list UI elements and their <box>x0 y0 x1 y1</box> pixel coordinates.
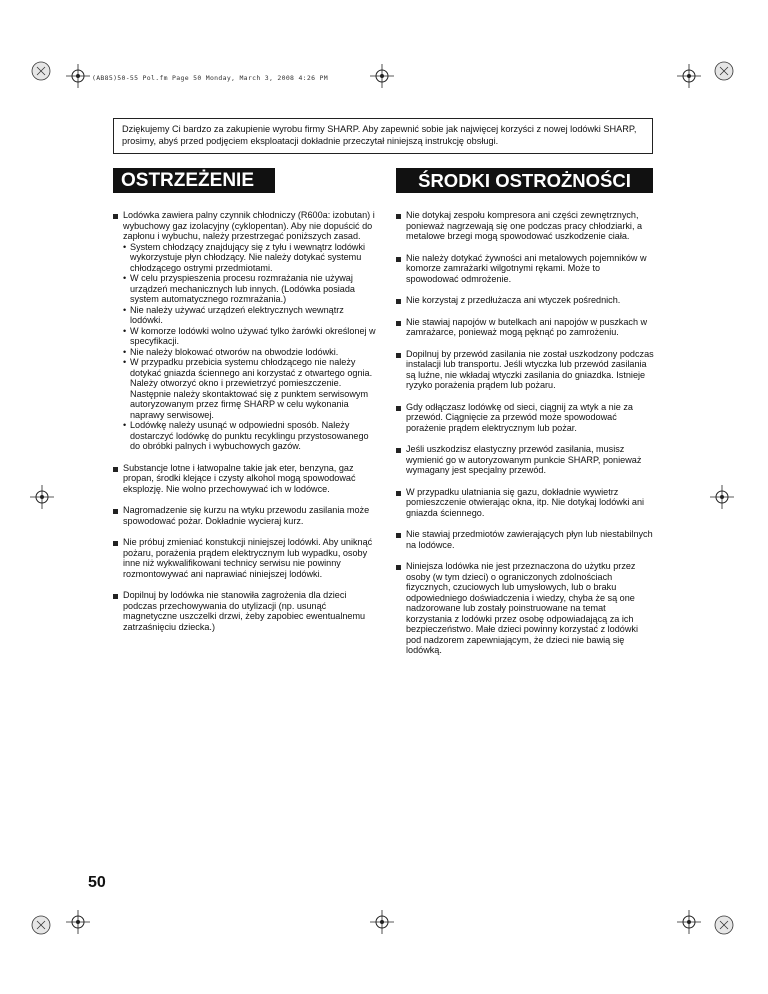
crosshair-bottom-right-icon <box>677 910 701 934</box>
square-bullet-icon <box>396 353 401 358</box>
registration-mark-bottom-left-icon <box>28 912 54 938</box>
intro-box: Dziękujemy Ci bardzo za zakupienie wyrobu firmy SHARP. Aby zapewnić sobie jak najwięcej korzyści z nowej lodówki SHARP, prosimy, abyś przed podjęciem eksploatacji dokładnie przeczytał niniejszą instrukcję obsługi. <box>113 118 653 154</box>
precaution-item: Nie dotykaj zespołu kompresora ani części zewnętrznych, ponieważ nagrzewają się one podczas pracy chłodziarki, a metalowe brzegi mogą spowodować uszkodzenie ciała. <box>396 210 654 242</box>
precautions-list <box>396 210 654 667</box>
precaution-item: Dopilnuj by przewód zasilania nie został uszkodzony podczas instalacji lub transportu. Jeśli wtyczka lub przewód zasilania są luźne, nie wkładaj wtyczki zasilania do gniazdka. Istnieje ryzyko porażenia prądem lub pożaru. <box>396 349 654 391</box>
precaution-item: Jeśli uszkodzisz elastyczny przewód zasilania, musisz wymienić go w autoryzowanym punkcie SHARP, ponieważ wymagany jest specjalny przewód. <box>396 444 654 476</box>
crosshair-top-center-icon <box>370 64 394 88</box>
warning-heading: OSTRZEŻENIE <box>113 168 275 193</box>
warning-item: Nagromadzenie się kurzu na wtyku przewodu zasilania może spowodować pożar. Dokładnie wycieraj kurz. <box>113 505 378 526</box>
precaution-item: Niniejsza lodówka nie jest przeznaczona do użytku przez osoby (w tym dzieci) o ograniczonych zdolnościach fizycznych, czuciowych lub umysłowych, lub o braku odpowiedniego doświadczenia i wiedzy, chyba że są one nadzorowane lub zostały poinstruowane na temat korzystania z lodówki przez osobę odpowiadającą za ich bezpieczeństwo. Małe dzieci powinny korzystać z lodówki pod nadzorem zapewniającym, że dzieci nie bawią się lodówką. <box>396 561 654 656</box>
warning-item: Substancje lotne i łatwopalne takie jak eter, benzyna, gaz propan, środki klejące i czysty alkohol mogą spowodować eksplozję. Nie wolno przechowywać ich w lodówce. <box>113 463 378 495</box>
page-number: 50 <box>88 874 106 891</box>
square-bullet-icon <box>113 594 118 599</box>
crosshair-bottom-left-icon <box>66 910 90 934</box>
square-bullet-icon <box>396 491 401 496</box>
square-bullet-icon <box>396 406 401 411</box>
precaution-item: Nie korzystaj z przedłużacza ani wtyczek pośrednich. <box>396 295 654 306</box>
sub-item: • Nie należy blokować otworów na obwodzie lodówki. <box>123 347 378 358</box>
sub-item: • W celu przyspieszenia procesu rozmrażania nie używaj urządzeń mechanicznych lub innych. (Lodówka posiada system automatycznego rozmrażania.) <box>123 273 378 305</box>
warning-sublist <box>123 242 378 452</box>
precaution-item: W przypadku ulatniania się gazu, dokładnie wywietrz pomieszczenie otwierając okna, itp. Nie dotykaj lodówki ani gniazda ściennego. <box>396 487 654 519</box>
square-bullet-icon <box>396 299 401 304</box>
warning-list <box>113 210 378 643</box>
square-bullet-icon <box>113 467 118 472</box>
precaution-item: Nie należy dotykać żywności ani metalowych pojemników w komorze zamrażarki wilgotnymi rękami. Może to spowodować odmrożenie. <box>396 253 654 285</box>
warning-item: Nie próbuj zmieniać konstukcji niniejszej lodówki. Aby uniknąć pożaru, porażenia prądem elektrycznym lub wypadku, osoby inne niż wykwalifikowani technicy serwisu nie powinny rozmontowywać ani naprawiać niniejszej lodówki. <box>113 537 378 579</box>
square-bullet-icon <box>396 214 401 219</box>
precaution-item: Nie stawiaj przedmiotów zawierających płyn lub niestabilnych na lodówce. <box>396 529 654 550</box>
square-bullet-icon <box>113 541 118 546</box>
registration-mark-top-right-icon <box>711 58 737 84</box>
sub-item: • W przypadku przebicia systemu chłodzącego nie należy dotykać gniazda ściennego ani korzystać z otwartego ognia. Należy otworzyć okno i przewietrzyć pomieszczenie. Następnie należy skontaktować się z punktem serwisowym autoryzowanym przez firmę SHARP w celu wykonania naprawy serwisowej. <box>123 357 378 420</box>
registration-mark-bottom-right-icon <box>711 912 737 938</box>
print-header: (AB85)50-55 Pol.fm Page 50 Monday, March 3, 2008 4:26 PM <box>92 74 328 82</box>
sub-item: • W komorze lodówki wolno używać tylko żarówki określonej w specyfikacji. <box>123 326 378 347</box>
crosshair-top-right-icon <box>677 64 701 88</box>
crosshair-mid-right-icon <box>710 485 734 509</box>
square-bullet-icon <box>113 509 118 514</box>
precaution-item: Gdy odłączasz lodówkę od sieci, ciągnij za wtyk a nie za przewód. Ciągnięcie za przewód może spowodować porażenie prądem elektrycznym lub pożar. <box>396 402 654 434</box>
square-bullet-icon <box>396 321 401 326</box>
sub-item: • Lodówkę należy usunąć w odpowiedni sposób. Należy dostarczyć lodówkę do punktu recyklingu przystosowanego do obróbki palnych i wybuchowych gazów. <box>123 420 378 452</box>
precautions-heading: ŚRODKI OSTROŻNOŚCI <box>396 168 653 193</box>
warning-item: Lodówka zawiera palny czynnik chłodniczy (R600a: izobutan) i wybuchowy gaz izolacyjny (cyklopentan). Aby nie dopuścić do zapłonu i wybuchu, należy przestrzegać poniższych zasad. • System chłodzący znajdujący się z tyłu i wewnątrz lodówki wykorzystuje płyn chłodzący. Nie należy dotykać systemu chłodzącego ostrymi przedmiotami. • W celu przyspieszenia procesu rozmrażania nie używaj urządzeń mechanicznych lub innych. (Lodówka posiada system automatycznego rozmrażania.) • Nie należy używać urządzeń elektrycznych wewnątrz lodówki. • W komorze lodówki wolno używać tylko żarówki określonej w specyfikacji. • Nie należy blokować otworów na obwodzie lodówki. • W przypadku przebicia systemu chłodzącego nie należy dotykać gniazda ściennego ani korzystać z otwartego ognia. Należy otworzyć okno i przewietrzyć pomieszczenie. Następnie należy skontaktować się z punktem serwisowym autoryzowanym przez firmę SHARP w celu wykonania naprawy serwisowej. • Lodówkę należy usunąć w odpowiedni sposób. Należy dostarczyć lodówkę do punktu recyklingu przystosowanego do obróbki palnych i wybuchowych gazów. <box>113 210 378 452</box>
square-bullet-icon <box>396 257 401 262</box>
warning-item: Dopilnuj by lodówka nie stanowiła zagrożenia dla dzieci podczas przechowywania do utylizacji (np. usunąć magnetyczne uszczelki drzwi, żeby zapobiec ewentualnemu zatrzaśnięciu dziecka.) <box>113 590 378 632</box>
square-bullet-icon <box>396 448 401 453</box>
sub-item: • Nie należy używać urządzeń elektrycznych wewnątrz lodówki. <box>123 305 378 326</box>
square-bullet-icon <box>396 533 401 538</box>
precaution-item: Nie stawiaj napojów w butelkach ani napojów w puszkach w zamrażarce, ponieważ mogą pęknąć po zamrożeniu. <box>396 317 654 338</box>
crosshair-top-left-icon <box>66 64 90 88</box>
square-bullet-icon <box>396 565 401 570</box>
registration-mark-top-left-icon <box>28 58 54 84</box>
sub-item: • System chłodzący znajdujący się z tyłu i wewnątrz lodówki wykorzystuje płyn chłodzący. Nie należy dotykać systemu chłodzącego ostrymi przedmiotami. <box>123 242 378 274</box>
crosshair-mid-left-icon <box>30 485 54 509</box>
square-bullet-icon <box>113 214 118 219</box>
crosshair-bottom-center-icon <box>370 910 394 934</box>
